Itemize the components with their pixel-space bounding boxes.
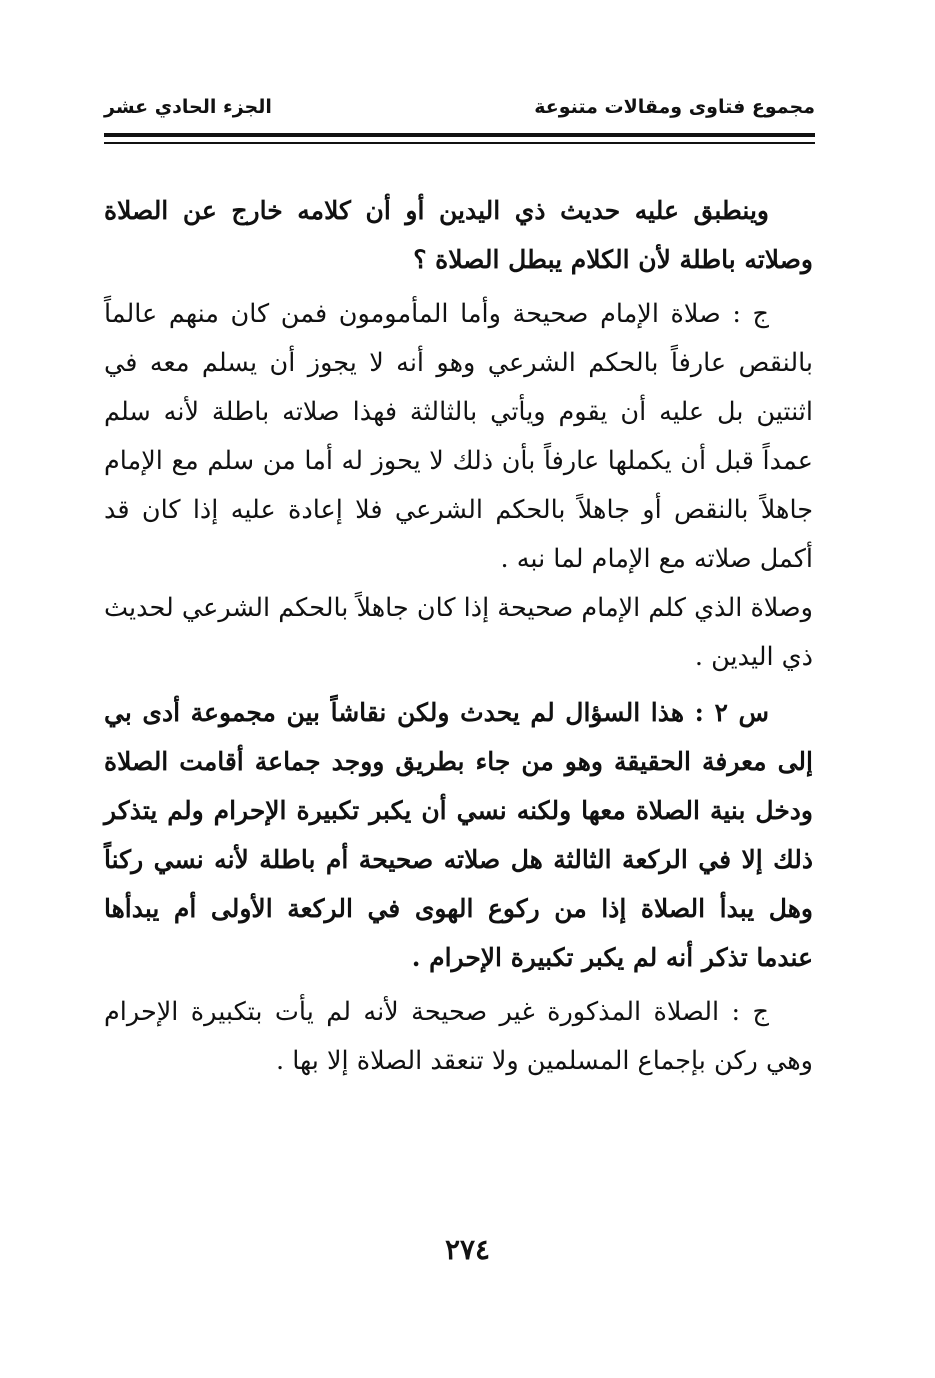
header-rule-thin <box>104 142 815 144</box>
page-header <box>104 92 815 130</box>
answer-1: ج : صلاة الإمام صحيحة وأما المأمومون فمن كان منهم عالماً بالنقص عارفاً بالحكم الشرعي وهو أنه لا يجوز أن يسلم معه في اثنتين بل عليه أن يقوم ويأتي بالثالثة فهذا صلاته باطلة لأنه سلم عمداً قبل أن يكملها عارفاً بأن ذلك لا يحوز له أما من سلم مع الإمام جاهلاً بالنقص أو جاهلاً بالحكم الشرعي فلا إعادة عليه إذا كان قد أكمل صلاته مع الإمام لما نبه . <box>104 299 813 574</box>
page-body <box>104 186 813 1086</box>
question-1-continuation: وينطبق عليه حديث ذي اليدين أو أن كلامه خارج عن الصلاة وصلاته باطلة لأن الكلام يبطل الصلاة ؟ <box>104 196 813 274</box>
page-number: ٢٧٤ <box>444 1233 491 1266</box>
volume-label: الجزء الحادي عشر <box>104 96 272 118</box>
book-title: مجموع فتاوى ومقالات متنوعة <box>534 96 815 118</box>
answer-1-continuation: وصلاة الذي كلم الإمام صحيحة إذا كان جاهلاً بالحكم الشرعي لحديث ذي اليدين . <box>104 593 813 672</box>
header-rule-thick <box>104 133 815 137</box>
question-2: س ٢ : هذا السؤال لم يحدث ولكن نقاشاً بين مجموعة أدى بي إلى معرفة الحقيقة وهو من جاء بطريق ووجد جماعة أقامت الصلاة ودخل بنية الصلاة معها ولكنه نسي أن يكبر تكبيرة الإحرام ولم يتذكر ذلك إلا في الركعة الثالثة هل صلاته صحيحة أم باطلة لأنه نسي ركناً وهل يبدأ الصلاة إذا من ركوع الهوى في الركعة الأولى أم يبدأها عندما تذكر أنه لم يكبر تكبيرة الإحرام . <box>104 698 813 972</box>
answer-2: ج : الصلاة المذكورة غير صحيحة لأنه لم يأت بتكبيرة الإحرام وهي ركن بإجماع المسلمين ولا تنعقد الصلاة إلا بها . <box>104 997 813 1076</box>
